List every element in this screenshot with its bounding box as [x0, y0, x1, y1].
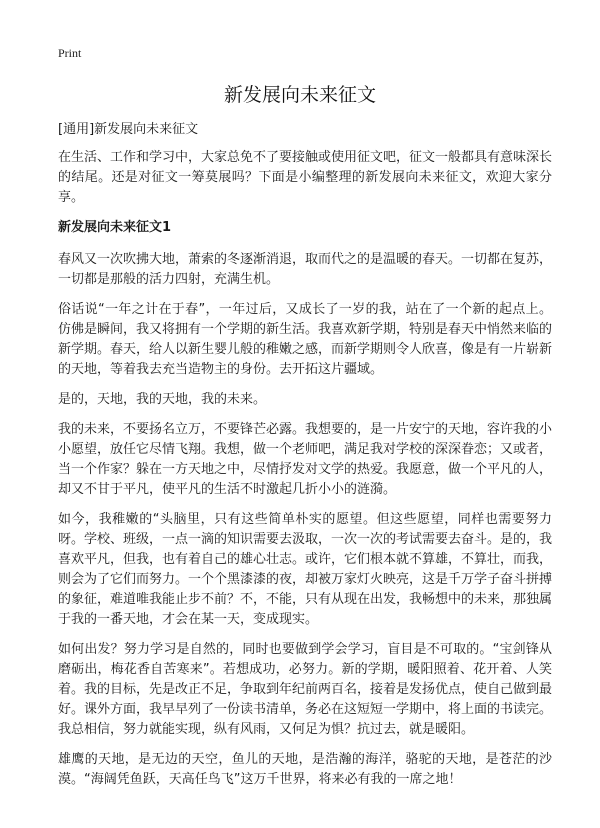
section-heading: 新发展向未来征文1	[58, 220, 172, 235]
body-paragraph: 俗话说“一年之计在于春”，一年过后，又成长了一岁的我，站在了一个新的起点上。仿佛是瞬间，我又将拥有一个学期的新生活。我喜欢新学期，特别是春天中悄然来临的新学期。春天，给人以新生婴儿般的稚嫩之感，而新学期则令人欣喜，像是有一片崭新的天地，等着我去充当造物主的身份。去开拓这片疆域。	[58, 302, 553, 377]
intro-paragraph: 在生活、工作和学习中，大家总免不了要接触或使用征文吧，征文一般都具有意味深长的结尾。还是对征文一筹莫展吗？下面是小编整理的新发展向未来征文，欢迎大家分享。	[58, 150, 553, 205]
body-paragraph: 如今，我稚嫩的“头脑里，只有这些简单朴实的愿望。但这些愿望，同样也需要努力呀。学校、班级，一点一滴的知识需要去汲取，一次一次的考试需要去奋斗。是的，我喜欢平凡，但我，也有着自己的雄心壮志。或许，它们根本就不算雄，不算壮，而我，则会为了它们而努力。一个个黑漆漆的夜，却被万家灯火映亮，这是千万学子奋斗拼搏的象征，难道唯我能止步不前？不，不能，只有从现在出发，我畅想中的未来，那独属于我的一番天地，才会在某一天，变成现实。	[58, 512, 553, 627]
article-tag-line: [通用]新发展向未来征文	[58, 122, 199, 137]
body-paragraph: 雄鹰的天地，是无边的天空，鱼儿的天地，是浩瀚的海洋，骆驼的天地，是苍茫的沙漠。“海阔凭鱼跃，天高任鸟飞”这万千世界，将来必有我的一席之地！	[58, 752, 552, 787]
body-paragraph: 我的未来，不要扬名立万，不要锋芒必露。我想要的，是一片安宁的天地，容许我的小小愿望，放任它尽情飞翔。我想，做一个老师吧，满足我对学校的深深眷恋；又或者，当一个作家？躲在一方天地之中，尽情抒发对文学的热爱。我愿意，做一个平凡的人，却又不甘于平凡，使平凡的生活不时激起几折小小的涟漪。	[58, 422, 553, 497]
body-paragraph: 如何出发？努力学习是自然的，同时也要做到学会学习，盲目是不可取的。“宝剑锋从磨砺出，梅花香自苦寒来”。若想成功，必努力。新的学期，暖阳照着、花开着、人笑着。我的目标，先是改正不足，争取到年纪前两百名，接着是发扬优点，使自己做到最好。课外方面，我早早列了一份读书清单，务必在这短短一学期中，将上面的书读完。我总相信，努力就能实现，纵有风雨，又何足为惧？抗过去，就是暖阳。	[58, 642, 553, 737]
page-title: 新发展向未来征文	[223, 84, 376, 106]
print-link[interactable]: Print	[58, 46, 82, 60]
body-paragraph: 春风又一次吹拂大地，萧索的冬逐渐消退，取而代之的是温暖的春天。一切都在复苏，一切都是那般的活力四射，充满生机。	[58, 252, 553, 287]
article-body	[58, 120, 552, 800]
body-paragraph: 是的，天地，我的天地，我的未来。	[58, 392, 267, 407]
